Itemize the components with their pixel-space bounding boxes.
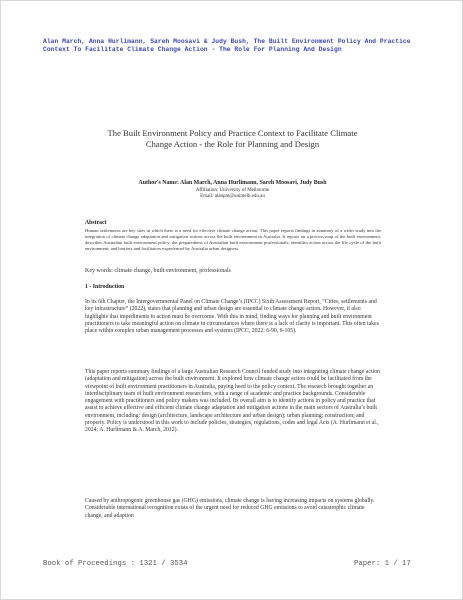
author-email: Email: alanpm@unimelb.edu.au [200, 193, 265, 199]
body-paragraph: In its 6th Chapter, the Intergovernmental Panel on Climate Change’s (IPCC) Sixth Assessment Report, “Cities, settlements and key infrastructure” (2022), states that planning and urban design are essential to climate change action. However, it also highlights that impediments to action must be overcome. With this in mind, finding ways for planning and built environment practitioners to take meaningful action on climate in circumstances where there is a lack of clarity is important. This often takes place within complex urban management processes and systems (IPCC, 2022: 6-90, 6-105). [85, 299, 379, 335]
proceedings-page-counter: Book of Proceedings : 1321 / 3534 [43, 560, 188, 568]
abstract-body: Human settlements are key sites in which there is a need for effective climate change action. This paper reports findings in summary of a wider study into the integration of climate change adaptation and mitigation actions across the built environment in Australia. It reports on a process map of the built environment, describes Australian built environment policy, the preparedness of Australian built environment professionals; identifies action across the life cycle of the built environment; and barriers and facilitators experienced by Australia urban designers. [85, 228, 381, 252]
authors-line: Author's Name: Alan March, Anna Hurlimann, Sareh Moosavi, Judy Bush [138, 180, 327, 186]
body-paragraph: This paper reports summary findings of a large Australian Research Council funded study into integrating climate change action (adaptation and mitigation) across the built environment. It explored how climate change action could be facilitated from the viewpoint of built environment practitioners in Australia, paying heed to the policy context. The research brought together an interdisciplinary team of built environment researchers, with a range of academic and practice backgrounds. Considerable engagement with practitioners and policy makers was included. Its overall aim is to identify actions in policy and practice that assist to achieve effective and efficient climate change adaptation and mitigation actions in the main sectors of Australia’s built environment, including: design (architecture, landscape architecture and urban design); urban planning; construction; and property. Policy is understood in this work to include policies, strategies, regulations, codes and legal Acts (A. Hurlimann et al., 2024; A. Hurlimann & A. March, 2012). [85, 369, 380, 434]
author-block [41, 180, 424, 200]
abstract [85, 220, 381, 252]
keywords: Key words: climate change, built environment, professionals [85, 268, 231, 274]
abstract-heading: Abstract [85, 220, 107, 226]
paper-page-counter: Paper: 1 / 17 [354, 560, 411, 568]
running-header: Alan March, Anna Hurlimann, Sareh Moosavi & Judy Bush, The Built Environment Policy And Practice Context To Facilitate Climate Change Action - The Role For Planning And Design [43, 38, 411, 53]
section-heading: 1 - Introduction [85, 284, 125, 290]
body-paragraph: Caused by anthropogenic greenhouse gas (GHG) emissions, climate change is having increasing impacts on systems globally. Considerable international recognition exists of the urgent need for reduced GHG emissions to avoid catastrophic climate change, and adaption [85, 498, 375, 519]
paper-title: The Built Environment Policy and Practice Context to Facilitate Climate Change Action - the Role for Planning and Design [107, 128, 358, 149]
affiliation: Affiliation: University of Melbourne [195, 187, 270, 193]
